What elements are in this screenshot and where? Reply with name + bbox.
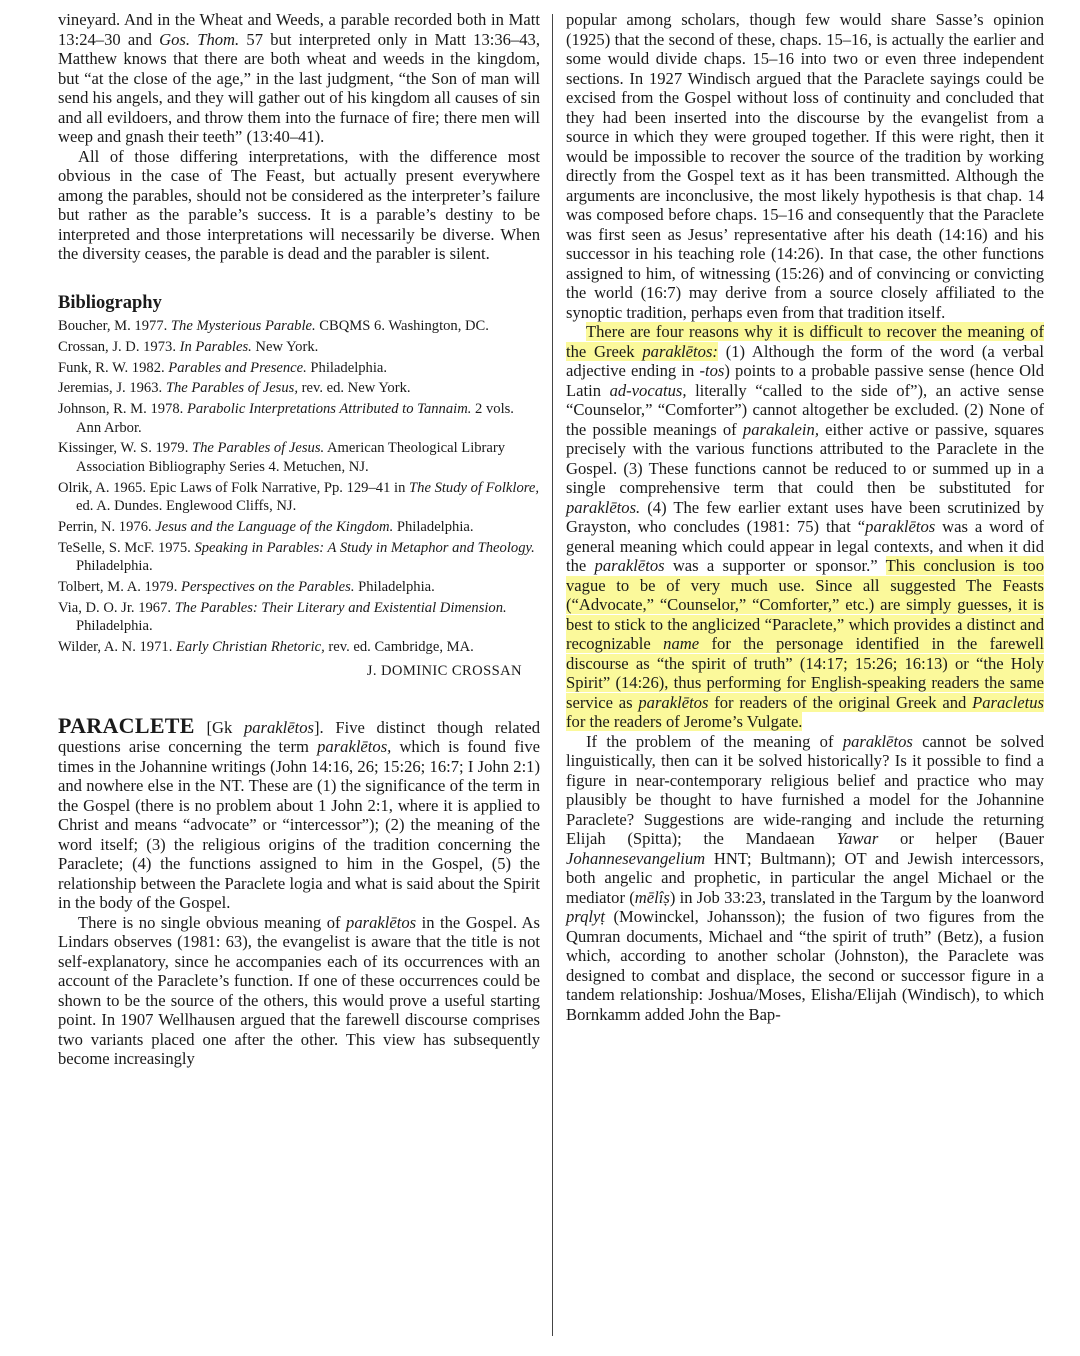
highlight: This conclusion is too vague to be of very much use. Since all suggested The Feasts (“Advocate,” “Counselor,” “Comforter,” etc.) are simply guesses, it is best to stick to the anglicized “Paraclete,” which provides a distinct and recognizable name for the personage identified in the farewell discourse as “the spirit of truth” (14:17; 15:26; 16:13) or “the Holy Spirit” (14:26), thus performing for English-speaking readers the same service as paraklētos for readers of the original Greek and Paracletus for the readers of Jerome’s Vulgate. [566,556,1045,731]
bibliography-entry: Crossan, J. D. 1973. In Parables. New York. [58,338,319,355]
paragraph-single-meaning: There is no single obvious meaning of paraklētos in the Gospel. As Lindars observes (1981: 63), the evangelist is aware that the title is not self-explanatory, since he accompanies each of its occurrences with an account of the Paraclete’s function. If one of these occurrences could be shown to be the source of the others, this would prove a useful starting point. In 1907 Wellhausen argued that the farewell discourse comprises two variants placed one after the other. This view has subsequently become increasingly [58,912,540,1069]
bibliography-entry: TeSelle, S. McF. 1975. Speaking in Parables: A Study in Metaphor and Theology. Philadelphia. [58,539,535,574]
bibliography-entry: Olrik, A. 1965. Epic Laws of Folk Narrative, Pp. 129–41 in The Study of Folklore, ed. A. Dundes. Englewood Cliffs, NJ. [58,479,539,514]
entry-paraclete-intro: PARACLETE [Gk paraklētos]. Five distinct though related questions arise concerning the term paraklētos, which is found five times in the Johannine writings (John 14:16, 26; 15:26; 16:7; I John 2:1) and nowhere else in the NT. These are (1) the significance of the term in the Gospel (there is no problem about 1 John 2:1, where it is applied to Christ and means “advocate” or “intercessor”); (2) the meaning of the word itself; (3) the religious origins of the tradition concerning the Paraclete; (4) the functions assigned to him in the Gospel, (5) the relationship between the Paraclete logia and what is said about the Spirit in the body of the Gospel. [58,712,540,913]
bibliography-entry: Perrin, N. 1976. Jesus and the Language of the Kingdom. Philadelphia. [58,518,474,535]
continued-paragraph: vineyard. And in the Wheat and Weeds, a parable recorded both in Matt 13:24–30 and Gos. Thom. 57 but interpreted only in Matt 13:36–43, Matthew knows that there are both wheat and weeds in the kingdom, but “at the close of the age,” in the last judgment, “the Son of man will send his angels, and they will gather out of his kingdom all causes of sin and all evildoers, and throw them into the furnace of fire; there men will weep and gnash their teeth” (13:40–41). [58,10,541,146]
bibliography-entry: Wilder, A. N. 1971. Early Christian Rhetoric, rev. ed. Cambridge, MA. [58,638,474,655]
entry-headword: PARACLETE [58,712,195,738]
right-column [566,10,1044,1024]
column-divider [552,14,553,1336]
paragraph-four-reasons: There are four reasons why it is difficult to recover the meaning of the Greek paraklētos: (1) Although the form of the word (a verbal adjective ending in -tos) points to a probable passive sense (hence Old Latin ad-vocatus, literally “called to the side of”), an active sense “Counselor,” “Comforter”) cannot altogether be excluded. (2) None of the possible meanings of parakalein, either active or passive, squares precisely with the various functions attributed to the Paraclete in the Gospel. (3) These functions cannot be reduced to or summed up in a single comprehensive term that could then be substituted for paraklētos. (4) The few earlier extant uses have been scrutinized by Grayston, who concludes (1981: 75) that “paraklētos was a word of general meaning which could appear in legal contexts, and when it did the paraklētos was a supporter or sponsor.” This conclusion is too vague to be of very much use. Since all suggested The Feasts (“Advocate,” “Counselor,” “Comforter,” etc.) are simply guesses, it is best to stick to the anglicized “Paraclete,” which provides a distinct and recognizable name for the personage identified in the farewell discourse as “the spirit of truth” (14:17; 15:26; 16:13) or “the Holy Spirit” (14:26), thus performing for English-speaking readers the same service as paraklētos for readers of the original Greek and Paracletus for the readers of Jerome’s Vulgate. [566,322,1045,731]
paragraph-scholars: popular among scholars, though few would share Sasse’s opinion (1925) that the second of these, chaps. 15–16, is actually the earlier and some would divide chaps. 15–16 into two or even three independent sections. In 1927 Windisch argued that the Paraclete sayings could be excised from the Gospel without loss of continuity and concluded that they had been inserted into the discourse by the evangelist from a source in which they were grouped together. If this were right, then it would be impossible to recover the source of the tradition by working directly from the Gospel text as it has been transmitted. Although the arguments are inconclusive, the most likely hypothesis is that chap. 14 was composed before chaps. 15–16 and consequently that the Paraclete was first seen as Jesus’ representative after his death (14:16) and his successor in his teaching role (14:26). In that case, the other functions assigned to him, of witnessing (15:26) and of convincing or convicting the world (16:7) may derive from a source closely affiliated to the synoptic tradition, perhaps even from that tradition itself. [566,10,1044,322]
bibliography-list [58,317,540,656]
left-column [58,10,540,1069]
author-signature: J. DOMINIC CROSSAN [366,663,522,680]
bibliography-entry: Boucher, M. 1977. The Mysterious Parable. CBQMS 6. Washington, DC. [58,318,489,334]
paragraph-interpretations: All of those differing interpretations, with the difference most obvious in the case of The Feast, but actually present everywhere among the parables, should not be considered as the interpreter’s failure but rather as the parable’s success. It is a parable’s destiny to be interpreted and those interpretations will necessarily be diverse. When the diversity ceases, the parable is dead and the parabler is silent. [58,146,540,263]
paragraph-historical: If the problem of the meaning of paraklētos cannot be solved linguistically, then can it be solved historically? Is it possible to find a figure in near-contemporary religious belief and practice who may plausibly be thought to have furnished a model for the Johannine Paraclete? Suggestions are wide-ranging and include the returning Elijah (Spitta); the Mandaean Yawar or helper (Bauer Johannesevangelium HNT; Bultmann); OT and Jewish intercessors, both angelic and prophetic, in particular the angel Michael or the mediator (mēlîṣ) in Job 33:23, translated in the Targum by the loanword prqlyṭ (Mowinckel, Johansson); the fusion of two figures from the Qumran documents, Michael and “the spirit of truth” (Betz), a fusion which, according to another scholar (Johnston), the Paraclete was designed to combat and displace, the second or successor figure in a tandem relationship: Joshua/Moses, Elisha/Elijah (Windisch), to which Bornkamm added John the Bap- [566,731,1045,1024]
bibliography-entry: Tolbert, M. A. 1979. Perspectives on the Parables. Philadelphia. [58,578,435,595]
bibliography-entry: Funk, R. W. 1982. Parables and Presence. Philadelphia. [58,359,388,376]
highlight: There are four reasons why it is difficult to recover the meaning of the Greek paraklētos: [566,322,1044,361]
bibliography-heading: Bibliography [58,292,162,313]
bibliography-entry: Johnson, R. M. 1978. Parabolic Interpretations Attributed to Tannaim. 2 vols. Ann Arbor. [58,401,514,436]
bibliography-entry: Via, D. O. Jr. 1967. The Parables: Their Literary and Existential Dimension. Philadelphia. [58,599,507,634]
bibliography-entry: Kissinger, W. S. 1979. The Parables of Jesus. American Theological Library Association Bibliography Series 4. Metuchen, NJ. [58,440,506,475]
bibliography-entry: Jeremias, J. 1963. The Parables of Jesus, rev. ed. New York. [58,380,411,397]
